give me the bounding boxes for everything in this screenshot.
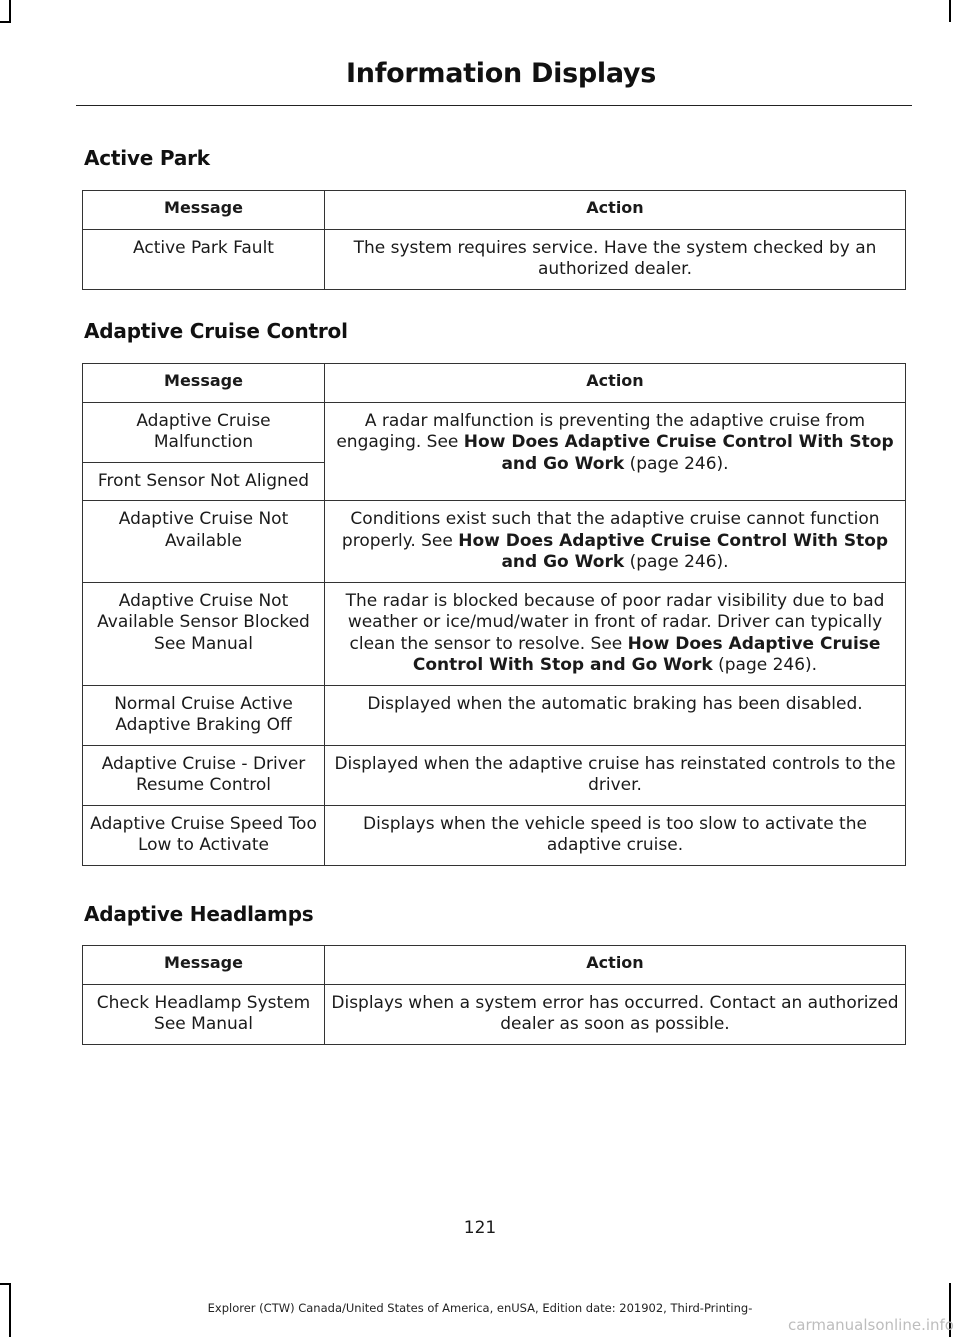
action-cell: Displayed when the automatic braking has been disabled. [325,685,906,745]
page-number: 121 [463,1218,497,1238]
message-cell: Front Sensor Not Aligned [83,462,325,501]
crop-mark-top-left-vertical [9,0,11,22]
message-cell: Check Headlamp System See Manual [83,984,325,1044]
header-divider [76,105,912,106]
message-cell: Active Park Fault [83,229,325,289]
section-title-adaptive-headlamps: Adaptive Headlamps [84,902,314,926]
table-header-row [83,946,906,985]
table-row [83,745,906,805]
action-cell: Displays when a system error has occurred. Contact an authorized dealer as soon as possible. [325,984,906,1044]
action-text: A radar malfunction is preventing the adaptive cruise from engaging. See [336,410,866,452]
action-text: Conditions exist such that the adaptive cruise cannot function properly. See [341,509,880,551]
column-header-message: Message [83,191,325,230]
page-reference: (page 246). [624,453,729,474]
edition-footer: Explorer (CTW) Canada/United States of America, enUSA, Edition date: 201902, Third-Printing- [207,1301,753,1315]
page-header-title: Information Displays [346,58,656,89]
cross-reference-link[interactable]: How Does Adaptive Cruise Control With Stop and Go Work [458,530,889,572]
table-header-row [83,191,906,230]
action-cell [325,582,906,685]
page-reference: (page 246). [624,552,729,572]
watermark: carmanualsonline.info [788,1316,954,1334]
table-row [83,582,906,685]
column-header-action: Action [325,191,906,230]
action-cell [325,402,906,501]
message-cell: Adaptive Cruise Not Available [83,501,325,583]
action-cell: Displayed when the adaptive cruise has reinstated controls to the driver. [325,745,906,805]
table-row [83,229,906,289]
column-header-message: Message [83,946,325,985]
action-cell: The system requires service. Have the system checked by an authorized dealer. [325,229,906,289]
message-cell: Adaptive Cruise - Driver Resume Control [83,745,325,805]
column-header-action: Action [325,364,906,403]
table-row [83,685,906,745]
adaptive-headlamps-table [82,945,906,1045]
section-title-adaptive-cruise-control: Adaptive Cruise Control [84,319,348,343]
crop-mark-top-left-horizontal [0,21,11,23]
action-cell [325,501,906,583]
message-cell: Normal Cruise Active Adaptive Braking Off [83,685,325,745]
table-row [83,402,906,462]
table-row [83,805,906,865]
column-header-action: Action [325,946,906,985]
active-park-table [82,190,906,290]
action-text: The radar is blocked because of poor radar visibility due to bad weather or ice/mud/water in front of radar. Driver can typically clean the sensor to resolve. See [345,590,885,654]
table-row [83,984,906,1044]
cross-reference-link[interactable]: How Does Adaptive Cruise Control With Stop and Go Work [463,432,894,474]
page-reference: (page 246). [712,655,818,675]
cross-reference-link[interactable]: How Does Adaptive Cruise Control With Stop and Go Work [412,633,881,675]
column-header-message: Message [83,364,325,403]
message-cell: Adaptive Cruise Not Available Sensor Blocked See Manual [83,582,325,685]
table-header-row [83,364,906,403]
action-cell: Displays when the vehicle speed is too slow to activate the adaptive cruise. [325,805,906,865]
table-row [83,501,906,583]
adaptive-cruise-table [82,363,906,866]
message-cell: Adaptive Cruise Speed Too Low to Activate [83,805,325,865]
crop-mark-top-right [949,0,951,22]
message-cell: Adaptive Cruise Malfunction [83,402,325,462]
crop-mark-bottom-left-horizontal [0,1283,11,1285]
section-title-active-park: Active Park [84,146,210,170]
